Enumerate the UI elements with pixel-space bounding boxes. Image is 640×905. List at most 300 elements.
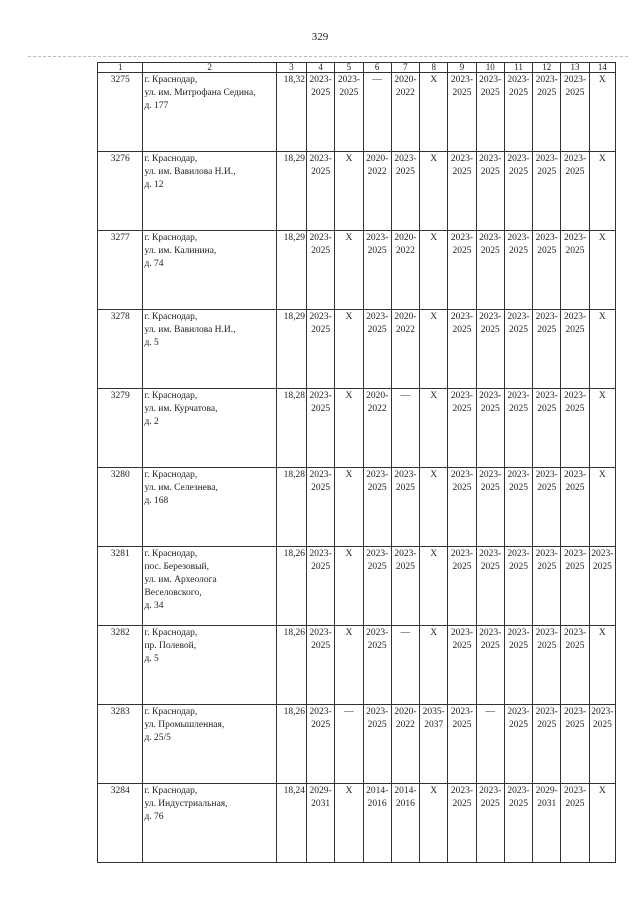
period-line: 2023- (535, 75, 558, 85)
period-cell (391, 152, 419, 231)
value-cell: 18,26 (276, 547, 306, 626)
address-cell (143, 626, 276, 705)
address-line: ул. им. Вавилова Н.И., (144, 167, 236, 177)
period-line: 2022 (395, 246, 415, 256)
address-line: д. 74 (144, 259, 164, 269)
period-line: 2025 (537, 562, 557, 572)
period-line: 2023- (507, 312, 530, 322)
period-cell (391, 784, 419, 863)
period-line: 2023- (450, 470, 474, 480)
period-cell: — (391, 389, 419, 468)
address-line: д. 5 (144, 338, 159, 348)
period-line: 2025 (565, 88, 585, 98)
period-line: 2023- (394, 154, 417, 164)
column-number-row (98, 63, 616, 73)
period-line: 2025 (367, 325, 387, 335)
address-line: д. 177 (144, 101, 169, 111)
period-line: 2029- (535, 786, 558, 796)
period-line: 2023- (535, 391, 558, 401)
period-cell (504, 705, 532, 784)
period-line: 2014- (394, 786, 417, 796)
period-cell (448, 73, 476, 152)
period-line: 2023- (563, 312, 587, 322)
period-line: 2023- (450, 628, 474, 638)
period-line: 2020- (366, 391, 389, 401)
column-number-header: 11 (504, 63, 532, 73)
period-cell (307, 705, 335, 784)
period-line: 2023- (563, 470, 587, 480)
period-line: 2025 (537, 720, 557, 730)
value-cell: 18,29 (276, 152, 306, 231)
period-line: 2025 (565, 641, 585, 651)
period-cell (363, 152, 391, 231)
period-line: 2025 (395, 167, 415, 177)
period-line: 2023- (535, 233, 558, 243)
row-number-cell: 3282 (98, 626, 143, 705)
period-line: 2023- (450, 707, 474, 717)
period-line: 2025 (508, 799, 528, 809)
period-line: 2025 (565, 167, 585, 177)
period-line: 2025 (311, 562, 331, 572)
period-cell (391, 705, 419, 784)
period-line: 2025 (508, 641, 528, 651)
period-cell (561, 705, 589, 784)
period-line: 2023- (479, 233, 502, 243)
period-cell (448, 468, 476, 547)
value-cell: 18,28 (276, 389, 306, 468)
period-cell (533, 468, 561, 547)
column-number-header: 2 (143, 63, 276, 73)
period-line: 2023- (507, 549, 530, 559)
table-row (98, 152, 616, 231)
period-line: 2023- (309, 707, 332, 717)
address-line: пос. Березовый, (144, 562, 210, 572)
period-cell (448, 152, 476, 231)
period-cell (307, 389, 335, 468)
period-cell (307, 784, 335, 863)
period-line: 2025 (395, 562, 415, 572)
period-line: 2023- (309, 470, 332, 480)
period-line: 2023- (591, 707, 614, 717)
address-line: д. 76 (144, 812, 164, 822)
table-row (98, 73, 616, 152)
period-line: 2023- (507, 707, 530, 717)
period-cell (363, 389, 391, 468)
period-cell (533, 784, 561, 863)
period-line: 2025 (565, 325, 585, 335)
period-line: 2023- (394, 470, 417, 480)
period-cell (420, 705, 448, 784)
table-row (98, 547, 616, 626)
period-line: 2023- (563, 154, 587, 164)
row-number-cell: 3281 (98, 547, 143, 626)
period-cell: X (589, 310, 615, 389)
address-line: д. 5 (144, 654, 159, 664)
period-cell (391, 310, 419, 389)
period-cell (307, 73, 335, 152)
period-line: 2025 (452, 562, 472, 572)
period-line: 2023- (337, 75, 360, 85)
period-line: 2025 (367, 483, 387, 493)
period-cell (504, 784, 532, 863)
period-cell (533, 73, 561, 152)
period-line: 2025 (367, 720, 387, 730)
period-line: 2025 (452, 88, 472, 98)
period-line: 2022 (395, 720, 415, 730)
header-divider (28, 56, 628, 57)
period-line: 2023- (309, 312, 332, 322)
period-cell (561, 231, 589, 310)
period-line: 2023- (479, 549, 502, 559)
row-number-cell: 3278 (98, 310, 143, 389)
row-number-cell: 3277 (98, 231, 143, 310)
row-number-cell: 3280 (98, 468, 143, 547)
address-line: г. Краснодар, (144, 75, 198, 85)
address-line: ул. им. Вавилова Н.И., (144, 325, 236, 335)
period-line: 2023- (507, 470, 530, 480)
capital-repair-schedule-table (97, 62, 616, 863)
address-cell (143, 547, 276, 626)
period-line: 2023- (507, 628, 530, 638)
period-cell: X (335, 468, 363, 547)
period-line: 2025 (452, 404, 472, 414)
period-line: 2025 (452, 325, 472, 335)
row-number-cell: 3284 (98, 784, 143, 863)
period-line: 2025 (565, 483, 585, 493)
period-line: 2025 (311, 641, 331, 651)
period-line: 2025 (480, 325, 500, 335)
address-line: г. Краснодар, (144, 470, 198, 480)
period-line: 2023- (366, 470, 389, 480)
address-line: г. Краснодар, (144, 233, 198, 243)
period-cell (448, 705, 476, 784)
period-line: 2023- (450, 154, 474, 164)
period-cell: X (335, 231, 363, 310)
period-cell (307, 310, 335, 389)
address-line: д. 34 (144, 601, 164, 611)
period-cell (476, 468, 504, 547)
period-cell (307, 152, 335, 231)
period-line: 2023- (507, 786, 530, 796)
period-line: 2023- (535, 312, 558, 322)
period-line: 2023- (507, 154, 530, 164)
row-number-cell: 3279 (98, 389, 143, 468)
period-line: 2025 (311, 246, 331, 256)
address-line: ул. Индустриальная, (144, 799, 228, 809)
period-cell (476, 784, 504, 863)
period-line: 2025 (537, 167, 557, 177)
address-line: ул. им. Калинина, (144, 246, 217, 256)
period-cell: X (420, 626, 448, 705)
period-line: 2016 (367, 799, 387, 809)
period-cell: X (589, 389, 615, 468)
column-number-header: 12 (533, 63, 561, 73)
period-line: 2025 (508, 562, 528, 572)
period-line: 2025 (508, 404, 528, 414)
period-line: 2025 (480, 562, 500, 572)
period-cell (391, 468, 419, 547)
period-cell: — (335, 705, 363, 784)
period-line: 2023- (366, 707, 389, 717)
period-cell (533, 705, 561, 784)
period-cell (504, 468, 532, 547)
period-line: 2025 (452, 246, 472, 256)
period-line: 2025 (565, 799, 585, 809)
period-line: 2023- (366, 312, 389, 322)
address-cell (143, 705, 276, 784)
period-cell: X (589, 784, 615, 863)
period-line: 2022 (367, 404, 387, 414)
address-line: г. Краснодар, (144, 154, 198, 164)
period-cell (448, 310, 476, 389)
period-cell (448, 389, 476, 468)
period-line: 2029- (309, 786, 332, 796)
period-cell (533, 547, 561, 626)
period-cell: X (420, 784, 448, 863)
address-cell (143, 73, 276, 152)
period-line: 2025 (452, 483, 472, 493)
period-line: 2023- (507, 233, 530, 243)
period-cell (561, 152, 589, 231)
period-line: 2025 (508, 325, 528, 335)
address-line: г. Краснодар, (144, 628, 198, 638)
period-line: 2023- (309, 549, 332, 559)
period-line: 2025 (452, 167, 472, 177)
period-line: 2025 (480, 404, 500, 414)
period-cell (363, 310, 391, 389)
period-line: 2022 (367, 167, 387, 177)
period-line: 2025 (480, 88, 500, 98)
period-line: 2025 (565, 404, 585, 414)
column-number-header: 13 (561, 63, 589, 73)
period-line: 2020- (366, 154, 389, 164)
period-cell (561, 626, 589, 705)
period-line: 2016 (395, 799, 415, 809)
period-line: 2025 (537, 404, 557, 414)
period-cell (363, 231, 391, 310)
period-cell (561, 73, 589, 152)
table-row (98, 784, 616, 863)
period-line: 2023- (535, 549, 558, 559)
period-line: 2025 (537, 88, 557, 98)
period-cell: X (589, 468, 615, 547)
period-line: 2025 (311, 720, 331, 730)
period-cell: X (420, 310, 448, 389)
period-cell (476, 310, 504, 389)
period-line: 2025 (395, 483, 415, 493)
period-line: 2025 (592, 562, 612, 572)
period-line: 2025 (339, 88, 359, 98)
period-cell (476, 547, 504, 626)
address-cell (143, 389, 276, 468)
period-line: 2023- (309, 628, 332, 638)
period-cell (448, 784, 476, 863)
period-line: 2023- (563, 707, 587, 717)
period-cell (391, 231, 419, 310)
period-line: 2025 (452, 799, 472, 809)
period-line: 2025 (452, 720, 472, 730)
table-row (98, 310, 616, 389)
period-line: 2025 (480, 799, 500, 809)
period-line: 2023- (450, 312, 474, 322)
table-body (98, 63, 616, 863)
period-cell (561, 468, 589, 547)
period-line: 2023- (563, 786, 587, 796)
column-number-header: 1 (98, 63, 143, 73)
address-line: д. 168 (144, 496, 169, 506)
period-line: 2023- (394, 549, 417, 559)
period-cell: X (335, 389, 363, 468)
period-cell (363, 626, 391, 705)
period-cell (476, 152, 504, 231)
period-line: 2031 (311, 799, 331, 809)
period-cell (504, 310, 532, 389)
period-line: 2025 (311, 88, 331, 98)
address-line: д. 12 (144, 180, 164, 190)
period-cell: X (420, 547, 448, 626)
page-number: 329 (311, 31, 329, 43)
period-line: 2023- (309, 233, 332, 243)
column-number-header: 6 (363, 63, 391, 73)
address-line: Веселовского, (144, 588, 202, 598)
period-line: 2025 (592, 720, 612, 730)
period-line: 2025 (537, 246, 557, 256)
period-cell: — (391, 626, 419, 705)
period-line: 2025 (480, 641, 500, 651)
period-line: 2023- (535, 154, 558, 164)
column-number-header: 14 (589, 63, 615, 73)
address-cell (143, 231, 276, 310)
address-line: ул. Промышленная, (144, 720, 225, 730)
period-line: 2025 (565, 562, 585, 572)
table-row (98, 468, 616, 547)
period-cell (363, 705, 391, 784)
period-cell: X (589, 626, 615, 705)
period-line: 2023- (591, 549, 614, 559)
period-cell (589, 547, 615, 626)
period-line: 2025 (565, 720, 585, 730)
period-line: 2025 (480, 246, 500, 256)
row-number-cell: 3275 (98, 73, 143, 152)
address-cell (143, 152, 276, 231)
value-cell: 18,29 (276, 310, 306, 389)
period-cell: X (335, 547, 363, 626)
period-line: 2023- (479, 391, 502, 401)
period-cell (533, 626, 561, 705)
address-line: г. Краснодар, (144, 786, 198, 796)
period-cell: — (476, 705, 504, 784)
period-cell: X (335, 310, 363, 389)
period-line: 2025 (311, 483, 331, 493)
period-line: 2025 (537, 641, 557, 651)
period-cell (533, 152, 561, 231)
period-line: 2023- (309, 154, 332, 164)
period-cell (476, 626, 504, 705)
period-cell (504, 626, 532, 705)
column-number-header: 10 (476, 63, 504, 73)
period-cell: X (420, 231, 448, 310)
period-line: 2025 (508, 88, 528, 98)
period-line: 2023- (563, 391, 587, 401)
period-cell: X (589, 73, 615, 152)
period-line: 2035- (422, 707, 445, 717)
address-line: ул. им. Селезнева, (144, 483, 218, 493)
period-line: 2025 (508, 167, 528, 177)
period-line: 2023- (450, 233, 474, 243)
period-line: 2023- (563, 549, 587, 559)
period-line: 2025 (508, 246, 528, 256)
period-cell (476, 73, 504, 152)
column-number-header: 3 (276, 63, 306, 73)
address-line: д. 25/5 (144, 733, 171, 743)
period-line: 2014- (366, 786, 389, 796)
period-line: 2023- (309, 391, 332, 401)
period-line: 2023- (563, 233, 587, 243)
column-number-header: 9 (448, 63, 476, 73)
value-cell: 18,26 (276, 705, 306, 784)
address-line: пр. Полевой, (144, 641, 197, 651)
period-line: 2025 (311, 167, 331, 177)
period-cell (533, 310, 561, 389)
table-row (98, 626, 616, 705)
column-number-header: 7 (391, 63, 419, 73)
period-line: 2023- (563, 628, 587, 638)
period-cell (307, 626, 335, 705)
period-cell (307, 468, 335, 547)
address-line: г. Краснодар, (144, 549, 198, 559)
period-line: 2025 (367, 641, 387, 651)
value-cell: 18,29 (276, 231, 306, 310)
value-cell: 18,28 (276, 468, 306, 547)
period-cell (561, 784, 589, 863)
period-line: 2023- (450, 549, 474, 559)
address-line: г. Краснодар, (144, 707, 198, 717)
period-line: 2025 (537, 325, 557, 335)
period-cell (533, 231, 561, 310)
address-line: д. 2 (144, 417, 159, 427)
period-cell (504, 73, 532, 152)
column-number-header: 4 (307, 63, 335, 73)
period-line: 2025 (480, 483, 500, 493)
period-cell: X (335, 784, 363, 863)
row-number-cell: 3276 (98, 152, 143, 231)
period-cell (476, 389, 504, 468)
period-line: 2023- (479, 312, 502, 322)
period-line: 2023- (366, 549, 389, 559)
table-row (98, 705, 616, 784)
period-line: 2023- (366, 628, 389, 638)
period-cell (561, 389, 589, 468)
value-cell: 18,24 (276, 784, 306, 863)
address-cell (143, 310, 276, 389)
address-line: ул. им. Митрофана Седина, (144, 88, 256, 98)
period-cell (476, 231, 504, 310)
period-line: 2022 (395, 325, 415, 335)
period-cell: — (363, 73, 391, 152)
period-line: 2020- (394, 233, 417, 243)
period-line: 2023- (479, 470, 502, 480)
period-line: 2025 (311, 404, 331, 414)
period-line: 2020- (394, 312, 417, 322)
column-number-header: 8 (420, 63, 448, 73)
period-cell (561, 547, 589, 626)
column-number-header: 5 (335, 63, 363, 73)
period-line: 2022 (395, 88, 415, 98)
period-line: 2023- (479, 154, 502, 164)
period-cell (391, 73, 419, 152)
address-line: г. Краснодар, (144, 312, 198, 322)
period-line: 2031 (537, 799, 557, 809)
